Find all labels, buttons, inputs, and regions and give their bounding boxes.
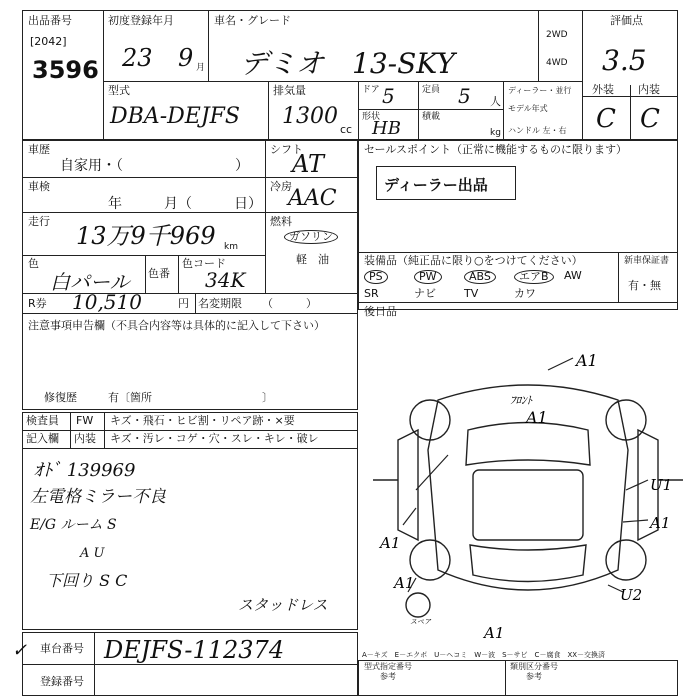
reg-no-label: 登録番号 <box>40 675 84 688</box>
disp-label: 排気量 <box>273 84 306 97</box>
shift-value: AT <box>292 150 325 178</box>
two-wd: 2WD <box>546 30 568 40</box>
model-code: DBA-DEJFS <box>110 104 240 129</box>
equip-row1 <box>364 270 614 286</box>
doc-label: 型式指定番号 <box>364 662 412 671</box>
reg-label: 初度登録年月 <box>108 14 174 27</box>
equip-item: ABS <box>464 270 496 284</box>
ref-label: 参考 <box>380 672 396 681</box>
transfer-label: 名変期限 <box>198 297 242 310</box>
warranty-label: 新車保証書 <box>624 256 670 266</box>
recycle-label: R券 <box>28 297 47 310</box>
recorder-label: 記入欄 <box>26 432 59 445</box>
color-value: 白パール <box>50 270 130 294</box>
use-value: 自家用・（ ） <box>60 158 249 174</box>
shift-label: シフト <box>270 143 303 156</box>
reg-unit: 月 <box>196 63 206 73</box>
disp-value: 1300 <box>282 104 338 129</box>
equip-item: カワ <box>514 287 536 300</box>
ext-grade: C <box>596 104 616 134</box>
reg-year: 23 <box>122 44 153 72</box>
damage-legend: A－キズ E－エクボ U－ヘコミ W－波 S－サビ C－腐食 XX－交換済 <box>362 651 606 659</box>
equip-item: ナビ <box>414 287 436 300</box>
chassis-value: DEJFS-112374 <box>104 636 285 664</box>
mark-a1-front: A1 <box>526 408 548 427</box>
fuel-value: ガソリン <box>284 230 338 244</box>
equip-item: TV <box>464 287 479 300</box>
score-value: 3.5 <box>602 44 647 77</box>
equip-item: SR <box>364 287 379 300</box>
ac-value: AAC <box>288 186 337 211</box>
disp-unit: cc <box>340 123 353 136</box>
seats-unit: 人 <box>490 95 501 108</box>
sales-points-label: セールスポイント（正常に機能するものに限ります） <box>364 143 628 156</box>
mark-a1-left-rear: A1 <box>394 574 415 592</box>
lot-sub: [2042] <box>30 35 67 48</box>
mileage-unit: km <box>224 242 238 252</box>
colorcode-value: 34K <box>205 268 246 292</box>
note-studless: スタッドレス <box>238 596 328 614</box>
seats-value: 5 <box>458 84 471 108</box>
equip-item: PW <box>414 270 442 284</box>
car-damage-diagram <box>358 330 700 640</box>
mark-a1-rear: A1 <box>484 624 505 640</box>
equip-item: AW <box>564 269 582 282</box>
ext-label: 外装 <box>592 83 614 96</box>
ref2-label: 参考 <box>526 672 542 681</box>
door-label: ドア <box>362 85 380 95</box>
inspector-label: 検査員 <box>26 414 59 427</box>
mark-a1-right: A1 <box>650 514 671 532</box>
shape-label: 形状 <box>362 112 381 122</box>
equip-item: PS <box>364 270 388 284</box>
door-value: 5 <box>382 84 395 108</box>
note-mirror: 左電格ミラー不良 <box>30 487 166 507</box>
model-label: 型式 <box>108 84 130 97</box>
dealer-label: ディーラー・並行 <box>508 86 572 95</box>
ext-items: キズ・飛石・ヒビ割・リペア跡・×要 <box>110 414 295 427</box>
warranty-value: 有・無 <box>628 279 661 292</box>
ac-label: 冷房 <box>270 180 292 193</box>
handle-label: ハンドル 左・右 <box>508 126 567 135</box>
mark-a1-top: A1 <box>576 351 598 370</box>
name-label: 車名・グレード <box>214 14 291 27</box>
int-label: 内装 <box>638 83 660 96</box>
int-code: 内装 <box>74 432 96 445</box>
mark-spare-label: スペア <box>410 618 431 626</box>
transfer-value: （ ） <box>262 297 317 310</box>
seats-label: 定員 <box>422 85 441 95</box>
note-engine: E/G ルーム S <box>30 517 117 533</box>
note-odometer: ｵﾄﾞ 139969 <box>34 460 136 481</box>
car-name: デミオ 13-SKY <box>240 47 455 80</box>
mark-u2-rear: U2 <box>620 586 643 604</box>
colorcode-label: 色コード <box>182 257 226 270</box>
mileage-value: 13万9千969 <box>76 222 216 250</box>
int-grade: C <box>640 104 660 134</box>
note-au: A U <box>80 546 105 561</box>
score-label: 評価点 <box>610 14 643 27</box>
check-mark: ✓ <box>12 640 28 661</box>
use-label: 車歴 <box>28 143 50 156</box>
four-wd: 4WD <box>546 58 568 68</box>
dealer-badge-text: ディーラー出品 <box>384 176 488 194</box>
colorno-label: 色番 <box>148 267 170 280</box>
recycle-unit: 円 <box>178 297 189 310</box>
repair-label: 修復歴 <box>44 391 77 404</box>
shape-value: HB <box>372 118 401 139</box>
model-year-label: モデル年式 <box>508 104 548 113</box>
color-label: 色 <box>28 257 39 270</box>
reg-month: 9 <box>178 44 194 72</box>
mark-front-label: ﾌﾛﾝﾄ <box>510 394 532 407</box>
fuel-label: 燃料 <box>270 215 292 228</box>
note-under: 下回り S C <box>46 571 128 590</box>
class-label: 類別区分番号 <box>510 662 558 671</box>
inspect-label: 車検 <box>28 180 50 193</box>
notes-label: 注意事項申告欄（不具合内容等は具体的に記入して下さい） <box>28 319 325 332</box>
lot-number: 3596 <box>32 56 99 84</box>
inspect-value: 年 月（ 日） <box>108 196 262 212</box>
ext-code: FW <box>76 414 94 427</box>
int-items: キズ・汚レ・コゲ・穴・スレ・キレ・破レ <box>110 432 319 445</box>
equip-item: エアB <box>514 270 554 284</box>
recycle-value: 10,510 <box>72 290 142 314</box>
load-label: 積載 <box>422 112 441 122</box>
mileage-label: 走行 <box>28 215 50 228</box>
mark-u1-right: U1 <box>650 476 673 494</box>
load-unit: kg <box>490 128 501 138</box>
equip-label: 装備品（純正品に限り○をつけてください） <box>364 254 583 267</box>
remarks-label: 後日品 <box>364 305 397 318</box>
mark-a1-left: A1 <box>380 534 401 552</box>
chassis-label: 車台番号 <box>40 642 84 655</box>
repair-value: 有〔箇所 〕 <box>108 391 273 404</box>
lot-label: 出品番号 <box>28 14 72 27</box>
equip-row2 <box>364 288 614 302</box>
fuel-alt: 軽 油 <box>296 253 329 266</box>
